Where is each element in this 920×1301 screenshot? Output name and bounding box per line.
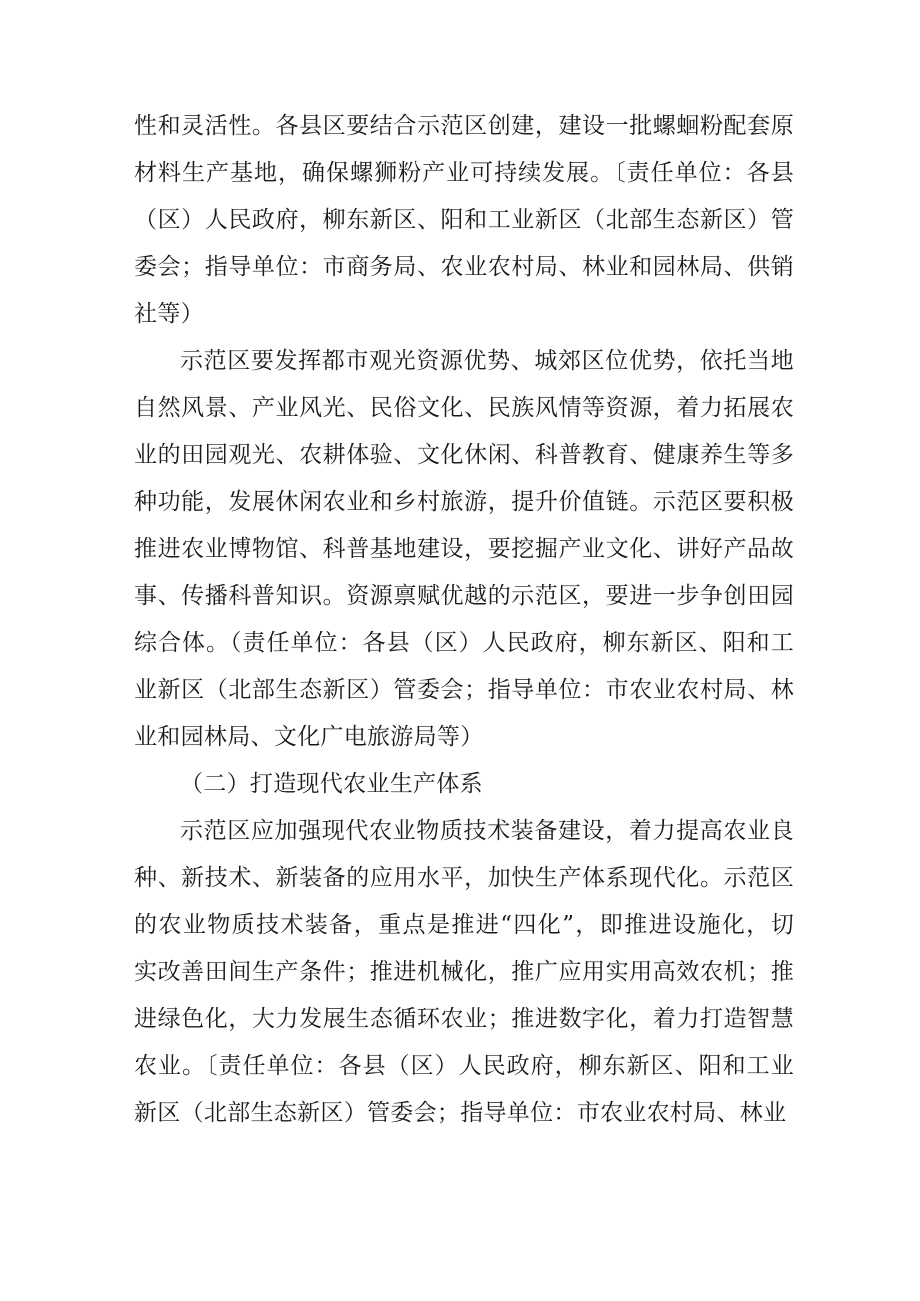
text-line: 业和园林局、文化广电旅游局等） xyxy=(134,724,484,750)
text-line: 综合体。（责任单位：各县（区）人民政府，柳东新区、阳和工 xyxy=(134,630,794,656)
body-paragraph xyxy=(134,103,794,338)
text-line: 示范区要发挥都市观光资源优势、城郊区位优势，依托当地 xyxy=(180,348,794,374)
text-line: 社等） xyxy=(134,301,204,327)
text-line: 事、传播科普知识。资源禀赋优越的示范区，要进一步争创田园 xyxy=(134,583,794,609)
text-line: 农业。〔责任单位：各县（区）人民政府，柳东新区、阳和工业 xyxy=(134,1053,794,1079)
text-line: 委会；指导单位：市商务局、农业农村局、林业和园林局、供销 xyxy=(134,254,794,280)
text-line: 示范区应加强现代农业物质技术装备建设，着力提高农业良 xyxy=(180,818,794,844)
text-line: 实改善田间生产条件；推进机械化，推广应用实用高效农机；推 xyxy=(134,959,794,985)
text-line: （二）打造现代农业生产体系 xyxy=(180,771,483,797)
text-line: 种功能，发展休闲农业和乡村旅游，提升价值链。示范区要积极 xyxy=(134,489,794,515)
text-line: 的农业物质技术装备，重点是推进“四化”，即推进设施化，切 xyxy=(134,912,794,938)
text-line: （区）人民政府，柳东新区、阳和工业新区（北部生态新区）管 xyxy=(134,207,794,233)
text-line: 性和灵活性。各县区要结合示范区创建，建设一批螺蛔粉配套原 xyxy=(134,113,794,139)
text-line: 新区（北部生态新区）管委会；指导单位：市农业农村局、林业 xyxy=(134,1100,787,1126)
body-paragraph xyxy=(134,808,794,1137)
text-line: 进绿色化，大力发展生态循环农业；推进数字化，着力打造智慧 xyxy=(134,1006,794,1032)
text-line: 业新区（北部生态新区）管委会；指导单位：市农业农村局、林 xyxy=(134,677,794,703)
text-line: 推进农业博物馆、科普基地建设，要挖掘产业文化、讲好产品故 xyxy=(134,536,794,562)
document-body xyxy=(134,103,794,1137)
text-line: 种、新技术、新装备的应用水平，加快生产体系现代化。示范区 xyxy=(134,865,794,891)
section-heading xyxy=(134,761,794,808)
text-line: 材料生产基地，确保螺狮粉产业可持续发展。〔责任单位：各县 xyxy=(134,160,794,186)
text-line: 自然风景、产业风光、民俗文化、民族风情等资源，着力拓展农 xyxy=(134,395,794,421)
body-paragraph xyxy=(134,338,794,761)
text-line: 业的田园观光、农耕体验、文化休闲、科普教育、健康养生等多 xyxy=(134,442,794,468)
